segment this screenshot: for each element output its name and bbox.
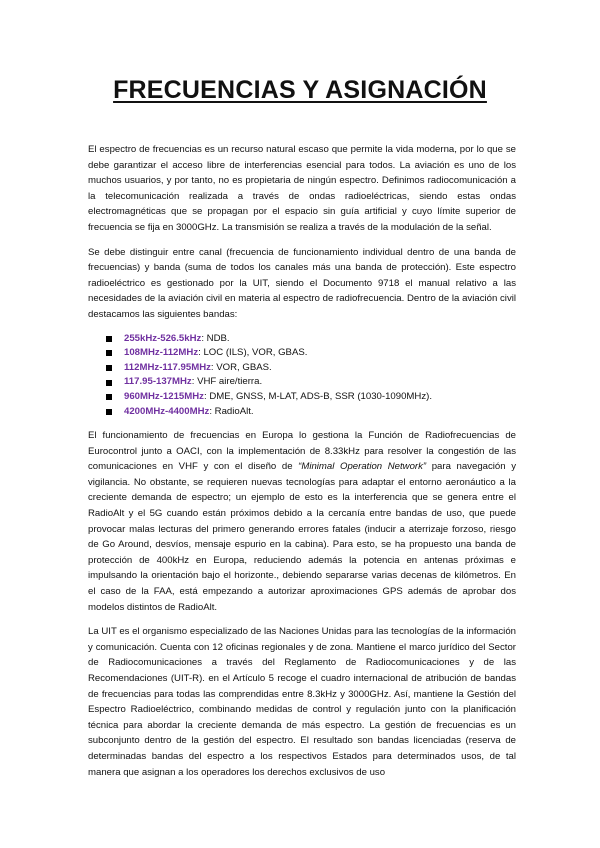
band-range: 255kHz-526.5kHz (124, 332, 202, 344)
band-use: : DME, GNSS, M-LAT, ADS-B, SSR (1030-1090MHz). (203, 390, 432, 402)
paragraph-spectrum-intro: El espectro de frecuencias es un recurso natural escaso que permite la vida moderna, por lo que se debe garantizar el acceso libre de interferencias esencial para todos. La aviación es uno de los muchos usuarios, y por tanto, no es propietaria de ningún espectro. Definimos radiocomunicación a la telecomunicación realizada a través de ondas radioeléctricas, siendo estas ondas electromagnéticas que se propagan por el espacio sin guía artificial y cuyo límite superior de frecuencia se fija en 3000GHz. La transmisión se realiza a través de la modulación de la señal. (88, 144, 516, 233)
emphasis-network-name: “Minimal Operation Network” (298, 461, 427, 473)
paragraph-uit: La UIT es el organismo especializado de las Naciones Unidas para las tecnologías de la información y comunicación. Cuenta con 12 oficinas regionales y de zona. Mantiene el marco jurídico del Sector de Radiocomunicaciones a través del Reglamento de Radiocomunicaciones y de las Recomendaciones (UIT-R). en el Artículo 5 recoge el cuadro internacional de atribución de bandas de frecuencias para todas las comprendidas entre 8.3kHz y 3000GHz. Así, mantiene la Gestión del Espectro Radioeléctrico, combinando medidas de control y regulación junto con la planificación técnica para abordar la creciente demanda de más espectro. La gestión de frecuencias es un subconjunto dentro de la gestión del espectro. El resultado son bandas licenciadas (reserva de determinadas bandas del espectro a los respectivos Estados para determinados usos, de tal manera que asignan a los operadores los derechos exclusivos de uso (88, 626, 516, 778)
document-body (88, 142, 516, 789)
band-use: : VHF aire/tierra. (191, 376, 263, 388)
band-list-item (106, 375, 516, 390)
band-range: 4200MHz-4400MHz (124, 405, 210, 417)
band-use: : LOC (ILS), VOR, GBAS. (198, 347, 308, 359)
band-list-item (106, 405, 516, 420)
square-bullet-icon (106, 380, 112, 386)
band-list-item (106, 390, 516, 405)
paragraph-channel-band: Se debe distinguir entre canal (frecuencia de funcionamiento individual dentro de una banda de frecuencias) y banda (suma de todos los canales más una banda de protección). Este espectro radioeléctrico es gestionado por la UIT, siendo el Documento 9718 el manual relativo a las necesidades de la aviación civil en materia al espectro de radiofrecuencia. Dentro de la aviación civil destacamos las siguientes bandas: (88, 246, 516, 320)
band-use: : VOR, GBAS. (210, 361, 272, 373)
paragraph-europe-management: El funcionamiento de frecuencias en Europa lo gestiona la Función de Radiofrecuencias de Eurocontrol junto a OACI, con la implementación de 8.33kHz para resolver la congestión de las comunicaciones en VHF y con el diseño de “Minimal Operation Network” para navegación y vigilancia. No obstante, se requieren nuevas tecnologías para adaptar el entorno aeronáutico a la creciente demanda de espectro; un ejemplo de esto es la interferencia que se genera entre el RadioAlt y el 5G cuando están próximos debido a la cercanía entre bandas de uso, que puede provocar malas lecturas del primero generando errores fatales (inducir a aterrizaje forzoso, riesgo de Go Around, desvíos, mensaje espurio en la cabina). Para esto, se ha propuesto una banda de protección de 400kHz en Europa, reduciendo además la potencia en antenas próximas e impulsando la orientación bajo el horizonte., debiendo separarse varias decenas de kilómetros. En el caso de la FAA, está empezando a autorizar aproximaciones GPS además de aprobar dos modelos distintos de RadioAlt. (88, 430, 516, 613)
band-list-item (106, 361, 516, 376)
square-bullet-icon (106, 350, 112, 356)
square-bullet-icon (106, 394, 112, 400)
band-range: 117.95-137MHz (124, 376, 192, 388)
band-range: 960MHz-1215MHz (124, 390, 204, 402)
square-bullet-icon (106, 336, 112, 342)
square-bullet-icon (106, 409, 112, 415)
square-bullet-icon (106, 365, 112, 371)
band-list (106, 332, 516, 420)
band-range: 112MHz-117.95MHz (124, 361, 211, 373)
band-use: : RadioAlt. (209, 405, 254, 417)
band-list-item (106, 332, 516, 347)
band-use: : NDB. (201, 332, 230, 344)
band-list-item (106, 346, 516, 361)
band-range: 108MHz-112MHz (124, 347, 199, 359)
document-title: FRECUENCIAS Y ASIGNACIÓN (113, 76, 487, 104)
